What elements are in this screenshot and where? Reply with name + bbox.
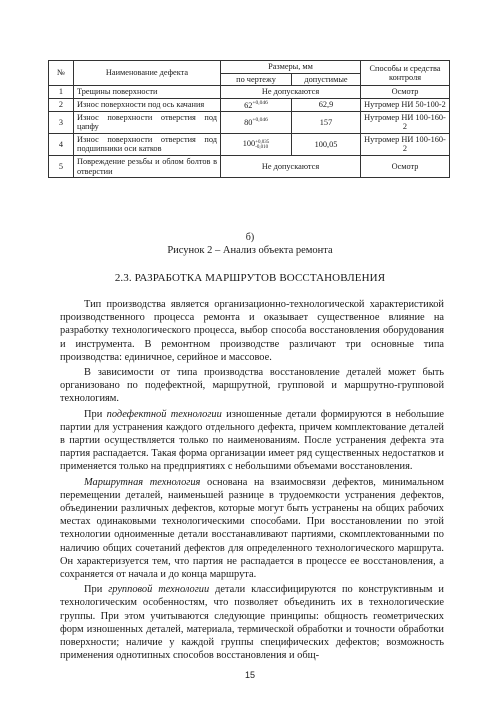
merged-size: Не допускаются bbox=[221, 86, 361, 99]
drawing-size bbox=[221, 98, 292, 111]
drawing-size bbox=[221, 111, 292, 133]
header-methods: Способы и средства контроля bbox=[361, 61, 450, 86]
defect-name: Трещины поверхности bbox=[74, 86, 221, 99]
paragraph: Тип производства является организационно-технологической характеристикой производственного процесса ремонта и оказывает существенное влияние на разработку технологического процесса, выбор способа восстановления оборудования и инструмента. В ремонтном производстве различают три основные типа производства: единичное, серийное и массовое. bbox=[60, 299, 444, 363]
defect-name: Износ поверхности отверстия под подшипники оси катков bbox=[74, 133, 221, 155]
table-row bbox=[49, 86, 450, 99]
paragraph-text: детали классифицируются по конструктивным и технологическим особенностям, что позволяет объединить их в технологические группы. При этом учитываются следующие принципы: общность геометрических форм изношенных деталей, материала, термической обработки и точности обработки поверхности; наличие у каждой группы специфических дефектов; возможность применения однотипных способов восстановления и общ- bbox=[60, 584, 444, 662]
control-method: Нутромер НИ 100-160-2 bbox=[361, 111, 450, 133]
paragraph-text: При bbox=[84, 408, 107, 420]
paragraph-text: При bbox=[84, 584, 109, 596]
body-text bbox=[60, 298, 444, 664]
row-num: 4 bbox=[49, 133, 74, 155]
control-method: Осмотр bbox=[361, 86, 450, 99]
table-row bbox=[49, 133, 450, 155]
row-num: 2 bbox=[49, 98, 74, 111]
page-number: 15 bbox=[244, 670, 255, 680]
table-row bbox=[49, 156, 450, 178]
defects-table bbox=[48, 60, 450, 178]
section-heading: 2.3. РАЗРАБОТКА МАРШРУТОВ ВОССТАНОВЛЕНИЯ bbox=[114, 272, 386, 284]
nominal-size: 100 bbox=[242, 139, 256, 149]
defect-name: Износ поверхности отверстия под цапфу bbox=[74, 111, 221, 133]
tolerance-upper: +0,046 bbox=[252, 99, 268, 106]
row-num: 1 bbox=[49, 86, 74, 99]
paragraph bbox=[60, 476, 444, 582]
emphasis-term: групповой технологии bbox=[108, 584, 210, 596]
nominal-size: 80 bbox=[244, 118, 253, 128]
merged-size: Не допускаются bbox=[221, 156, 361, 178]
figure-caption: Рисунок 2 – Анализ объекта ремонта bbox=[167, 245, 333, 256]
paragraph-text: основана на взаимосвязи дефектов, минимальном перемещении деталей, наименьшей разнице в трудоемкости устранения дефектов, объединении различных дефектов, которые могут быть устранены на общих рабочих местах одинаковыми технологическими способами. При восстановлении по этой технологии одноименные детали восстанавливают партиями, скомплектованными по наличию общих сочетаний дефектов для определенного технологического маршрута. Он характеризуется тем, что партия не распадается в процессе ее восстановления, а сохраняется от начала и до конца маршрута. bbox=[60, 476, 444, 581]
paragraph-text: изношенные детали формируются в небольшие партии для устранения каждого отдельного дефекта, причем комплектование деталей в партии осуществляется только по наименованиям. После устранения дефекта эта партия распадается. Такая форма организации имеет ряд существенных недостатков и применяется только на предприятиях с небольшими объемами восстановления. bbox=[60, 408, 445, 473]
tolerance-lower: -0,010 bbox=[255, 144, 269, 150]
control-method: Осмотр bbox=[361, 156, 450, 178]
header-by-drawing: по чертежу bbox=[221, 73, 292, 86]
header-name: Наименование дефекта bbox=[74, 61, 221, 86]
emphasis-term: Маршрутная технология bbox=[84, 476, 201, 488]
defect-name: Износ поверхности под ось качания bbox=[74, 98, 221, 111]
allowed-size: 100,05 bbox=[292, 133, 361, 155]
header-num: № bbox=[49, 61, 74, 86]
paragraph: В зависимости от типа производства восстановление деталей может быть организовано по подефектной, маршрутной, групповой и маршрутно-групповой технологиям. bbox=[60, 367, 444, 405]
table-row bbox=[49, 111, 450, 133]
paragraph bbox=[60, 408, 444, 474]
control-method: Нутромер НИ 100-160-2 bbox=[361, 133, 450, 155]
header-allowed: допустимые bbox=[292, 73, 361, 86]
table-row bbox=[49, 98, 450, 111]
tolerance-upper: +0,035 bbox=[255, 139, 270, 145]
row-num: 3 bbox=[49, 111, 74, 133]
tolerance-stack bbox=[255, 140, 269, 150]
tolerance-upper: +0,046 bbox=[252, 117, 268, 124]
nominal-size: 62 bbox=[244, 100, 253, 110]
header-sizes: Размеры, мм bbox=[221, 61, 361, 74]
control-method: Нутромер НИ 50-100-2 bbox=[361, 98, 450, 111]
emphasis-term: подефектной технологии bbox=[106, 408, 222, 420]
defect-name: Повреждение резьбы и облом болтов в отверстии bbox=[74, 156, 221, 178]
subfigure-label: б) bbox=[245, 232, 255, 243]
allowed-size: 157 bbox=[292, 111, 361, 133]
allowed-size: 62,9 bbox=[292, 98, 361, 111]
paragraph bbox=[60, 583, 444, 662]
drawing-size bbox=[221, 133, 292, 155]
row-num: 5 bbox=[49, 156, 74, 178]
